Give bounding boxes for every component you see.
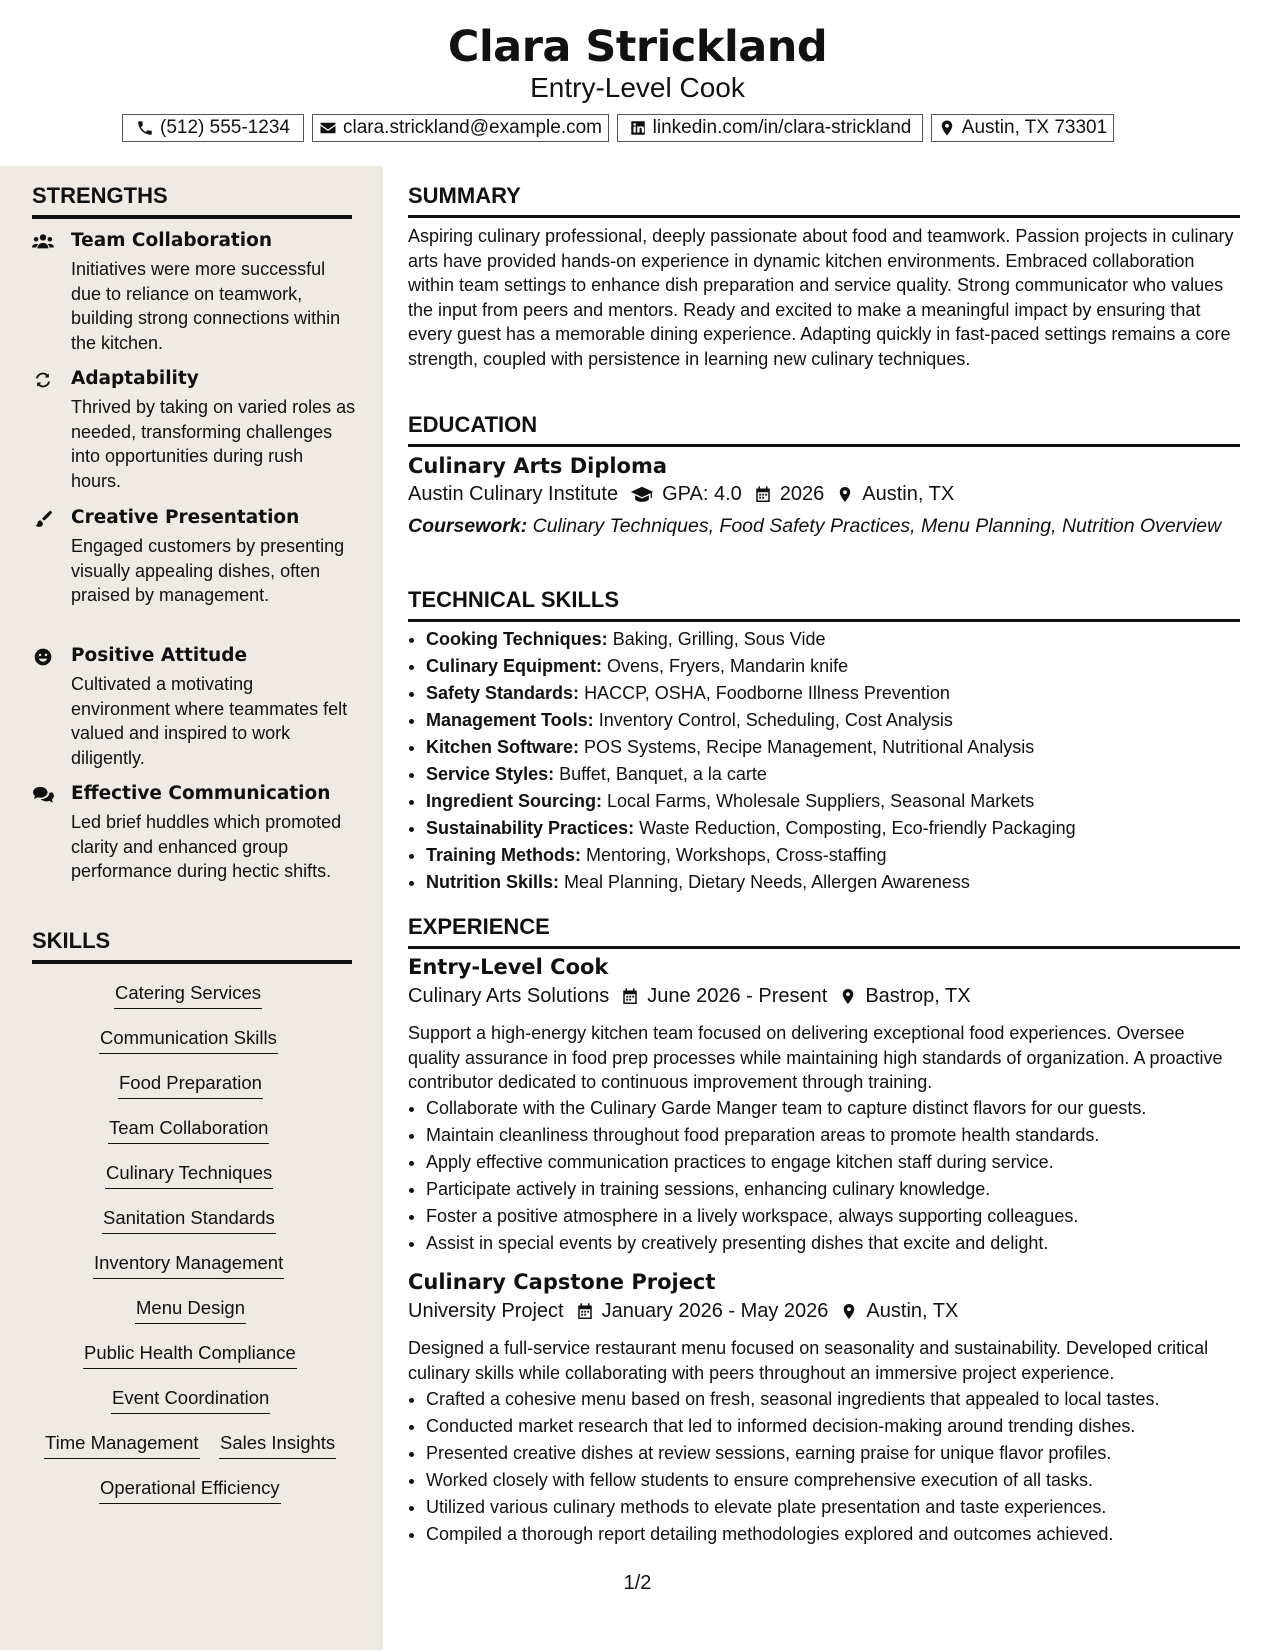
skill-tag: Time Management	[44, 1431, 200, 1459]
school-location: Austin, TX	[862, 483, 955, 505]
contact-linkedin-text: linkedin.com/in/clara-strickland	[652, 117, 912, 138]
paint-brush-icon	[32, 509, 56, 529]
job-description: Designed a full-service restaurant menu focused on seasonality and sustainability. Developed critical culinary skills while collaborating with peers throughout an immersive project experience.	[408, 1338, 1209, 1383]
job-bullets	[408, 1386, 1246, 1548]
skill-category: Culinary Equipment:	[426, 656, 603, 676]
contact-phone-text: (512) 555-1234	[160, 117, 290, 138]
strength-title: Team Collaboration	[71, 230, 272, 251]
skill-category: Nutrition Skills:	[426, 872, 560, 892]
contact-email[interactable]	[312, 114, 609, 142]
page-number: 1/2	[623, 1572, 652, 1594]
list-item: • Utilized various culinary methods to elevate plate presentation and taste experiences.	[426, 1494, 1246, 1521]
list-item	[426, 707, 1246, 734]
skill-tag: Culinary Techniques	[105, 1161, 273, 1189]
strength-title: Adaptability	[71, 368, 199, 389]
skill-values: HACCP, OSHA, Foodborne Illness Prevention	[584, 683, 950, 703]
skill-category: Safety Standards:	[426, 683, 580, 703]
calendar-icon	[621, 987, 639, 1006]
location-text: Austin, TX	[866, 1300, 959, 1322]
sync-icon	[32, 370, 56, 390]
job-bullets	[408, 1095, 1246, 1257]
list-item: • Foster a positive atmosphere in a lively workspace, always supporting colleagues.	[426, 1203, 1246, 1230]
map-marker-icon	[839, 987, 857, 1006]
skill-values: Baking, Grilling, Sous Vide	[612, 629, 826, 649]
skill-tag: Team Collaboration	[108, 1116, 269, 1144]
map-marker-icon	[836, 485, 854, 504]
graduation-year: 2026	[779, 483, 825, 505]
map-marker-icon	[840, 1302, 858, 1321]
job-location	[839, 985, 970, 1008]
strengths-heading: STRENGTHS	[32, 183, 352, 219]
school-name: Austin Culinary Institute	[408, 483, 619, 505]
skill-values: Inventory Control, Scheduling, Cost Analysis	[598, 710, 953, 730]
list-item	[426, 653, 1246, 680]
job-location	[840, 1300, 958, 1323]
company-name: University Project	[408, 1300, 564, 1322]
experience-heading: EXPERIENCE	[408, 914, 1240, 949]
list-item	[426, 788, 1246, 815]
strength-description: Cultivated a motivating environment where teammates felt valued and inspired to work diligently.	[71, 674, 348, 768]
skill-values: Local Farms, Wholesale Suppliers, Seasonal Markets	[607, 791, 1035, 811]
sidebar	[0, 166, 383, 1650]
list-item	[426, 869, 1246, 896]
technical-skills-list	[408, 626, 1246, 896]
strength-description: Led brief huddles which promoted clarity and enhanced group performance during hectic shifts.	[71, 812, 342, 881]
users-icon	[32, 232, 56, 252]
job-meta	[408, 985, 983, 1008]
skill-values: Mentoring, Workshops, Cross-staffing	[586, 845, 887, 865]
skill-tag: Sanitation Standards	[102, 1206, 276, 1234]
education-heading: EDUCATION	[408, 412, 1240, 447]
job-description: Support a high-energy kitchen team focused on delivering exceptional food experiences. Oversee quality assurance in food prep processes while maintaining high standards of organization. A proactive contributor dedicated to continuous improvement through training.	[408, 1023, 1223, 1092]
skill-category: Cooking Techniques:	[426, 629, 608, 649]
location-text: Bastrop, TX	[865, 985, 971, 1007]
skill-tag: Catering Services	[114, 981, 262, 1009]
skill-values: Waste Reduction, Composting, Eco-friendly Packaging	[639, 818, 1076, 838]
candidate-title: Entry-Level Cook	[530, 72, 745, 103]
map-marker-icon	[938, 119, 956, 137]
skills-heading: SKILLS	[32, 928, 352, 964]
job-company	[408, 985, 609, 1008]
strength-title: Positive Attitude	[71, 645, 248, 666]
linkedin-icon	[629, 119, 647, 137]
education-gpa	[630, 483, 742, 506]
contact-location-text: Austin, TX 73301	[961, 117, 1108, 138]
list-item	[426, 761, 1246, 788]
gpa-value: GPA: 4.0	[662, 483, 742, 505]
strength-title: Effective Communication	[71, 783, 331, 804]
list-item: • Apply effective communication practices to engage kitchen staff during service.	[426, 1149, 1246, 1176]
skill-category: Kitchen Software:	[426, 737, 580, 757]
coursework-label: Coursework:	[408, 515, 528, 537]
skill-tag: Operational Efficiency	[99, 1476, 281, 1504]
contact-email-text: clara.strickland@example.com	[343, 117, 602, 138]
skill-values: Meal Planning, Dietary Needs, Allergen Awareness	[564, 872, 970, 892]
strength-description: Engaged customers by presenting visually appealing dishes, often praised by management.	[71, 536, 345, 605]
list-item	[426, 815, 1246, 842]
skill-tag: Menu Design	[135, 1296, 246, 1324]
calendar-icon	[576, 1302, 594, 1321]
technical-skills-heading: TECHNICAL SKILLS	[408, 587, 1240, 622]
list-item: • Conducted market research that led to informed decision-making around trending dishes.	[426, 1413, 1246, 1440]
coursework-text: Culinary Techniques, Food Safety Practices, Menu Planning, Nutrition Overview	[532, 515, 1222, 537]
skill-values: Ovens, Fryers, Mandarin knife	[607, 656, 849, 676]
list-item	[426, 680, 1246, 707]
project-title: Culinary Capstone Project	[408, 1270, 716, 1294]
job-dates	[576, 1300, 829, 1323]
strength-description: Thrived by taking on varied roles as needed, transforming challenges into opportunities during rush hours.	[71, 397, 356, 491]
list-item: • Collaborate with the Culinary Garde Manger team to capture distinct flavors for our guests.	[426, 1095, 1246, 1122]
skill-values: POS Systems, Recipe Management, Nutritional Analysis	[584, 737, 1035, 757]
skill-category: Management Tools:	[426, 710, 594, 730]
skill-category: Training Methods:	[426, 845, 581, 865]
list-item: • Presented creative dishes at review sessions, earning praise for unique flavor profiles.	[426, 1440, 1246, 1467]
list-item: • Maintain cleanliness throughout food preparation areas to promote health standards.	[426, 1122, 1246, 1149]
list-item: • Participate actively in training sessions, enhancing culinary knowledge.	[426, 1176, 1246, 1203]
list-item: • Assist in special events by creatively presenting dishes that excite and delight.	[426, 1230, 1246, 1257]
skill-tag: Communication Skills	[99, 1026, 278, 1054]
date-range: June 2026 - Present	[647, 985, 828, 1007]
comments-icon	[32, 785, 56, 805]
envelope-icon	[319, 119, 337, 137]
skill-tag: Food Preparation	[118, 1071, 263, 1099]
job-title: Entry-Level Cook	[408, 955, 609, 979]
calendar-icon	[754, 485, 772, 504]
list-item	[426, 626, 1246, 653]
phone-icon	[136, 119, 154, 137]
list-item: • Crafted a cohesive menu based on fresh, seasonal ingredients that appealed to local tastes.	[426, 1386, 1246, 1413]
coursework	[408, 514, 1240, 538]
summary-heading: SUMMARY	[408, 183, 1240, 218]
list-item	[426, 734, 1246, 761]
education-degree: Culinary Arts Diploma	[408, 454, 668, 478]
skill-tag: Sales Insights	[219, 1431, 336, 1459]
list-item: • Compiled a thorough report detailing methodologies explored and outcomes achieved.	[426, 1521, 1246, 1548]
strength-title: Creative Presentation	[71, 507, 300, 528]
contact-phone[interactable]	[122, 114, 304, 142]
education-meta	[408, 483, 966, 506]
date-range: January 2026 - May 2026	[601, 1300, 829, 1322]
skill-category: Ingredient Sourcing:	[426, 791, 603, 811]
skill-tag: Inventory Management	[93, 1251, 284, 1279]
education-school	[408, 483, 618, 506]
contact-linkedin[interactable]	[617, 114, 923, 142]
candidate-name: Clara Strickland	[447, 22, 828, 72]
smile-icon	[32, 647, 56, 667]
skill-tag: Public Health Compliance	[83, 1341, 297, 1369]
skill-tag: Event Coordination	[111, 1386, 270, 1414]
skill-category: Sustainability Practices:	[426, 818, 635, 838]
list-item: • Worked closely with fellow students to ensure comprehensive execution of all tasks.	[426, 1467, 1246, 1494]
contact-location	[931, 114, 1114, 142]
job-meta	[408, 1300, 970, 1323]
skill-category: Service Styles:	[426, 764, 555, 784]
job-dates	[621, 985, 827, 1008]
list-item	[426, 842, 1246, 869]
company-name: Culinary Arts Solutions	[408, 985, 610, 1007]
education-year	[754, 483, 825, 506]
job-company	[408, 1300, 564, 1323]
education-location	[836, 483, 954, 506]
strength-description: Initiatives were more successful due to reliance on teamwork, building strong connections within the kitchen.	[71, 259, 341, 353]
skill-values: Buffet, Banquet, a la carte	[559, 764, 767, 784]
graduation-cap-icon	[630, 485, 654, 504]
summary-text: Aspiring culinary professional, deeply passionate about food and teamwork. Passion projects in culinary arts have provided hands-on experience in dynamic kitchen environments. Embraced collaboration within team settings to enhance dish preparation and service quality. Strong communicator who values the input from peers and mentors. Ready and excited to make a meaningful impact by ensuring that every guest has a memorable dining experience. Adapting quickly in fast-paced settings remains a core strength, coupled with persistence in learning new culinary techniques.	[408, 226, 1234, 369]
